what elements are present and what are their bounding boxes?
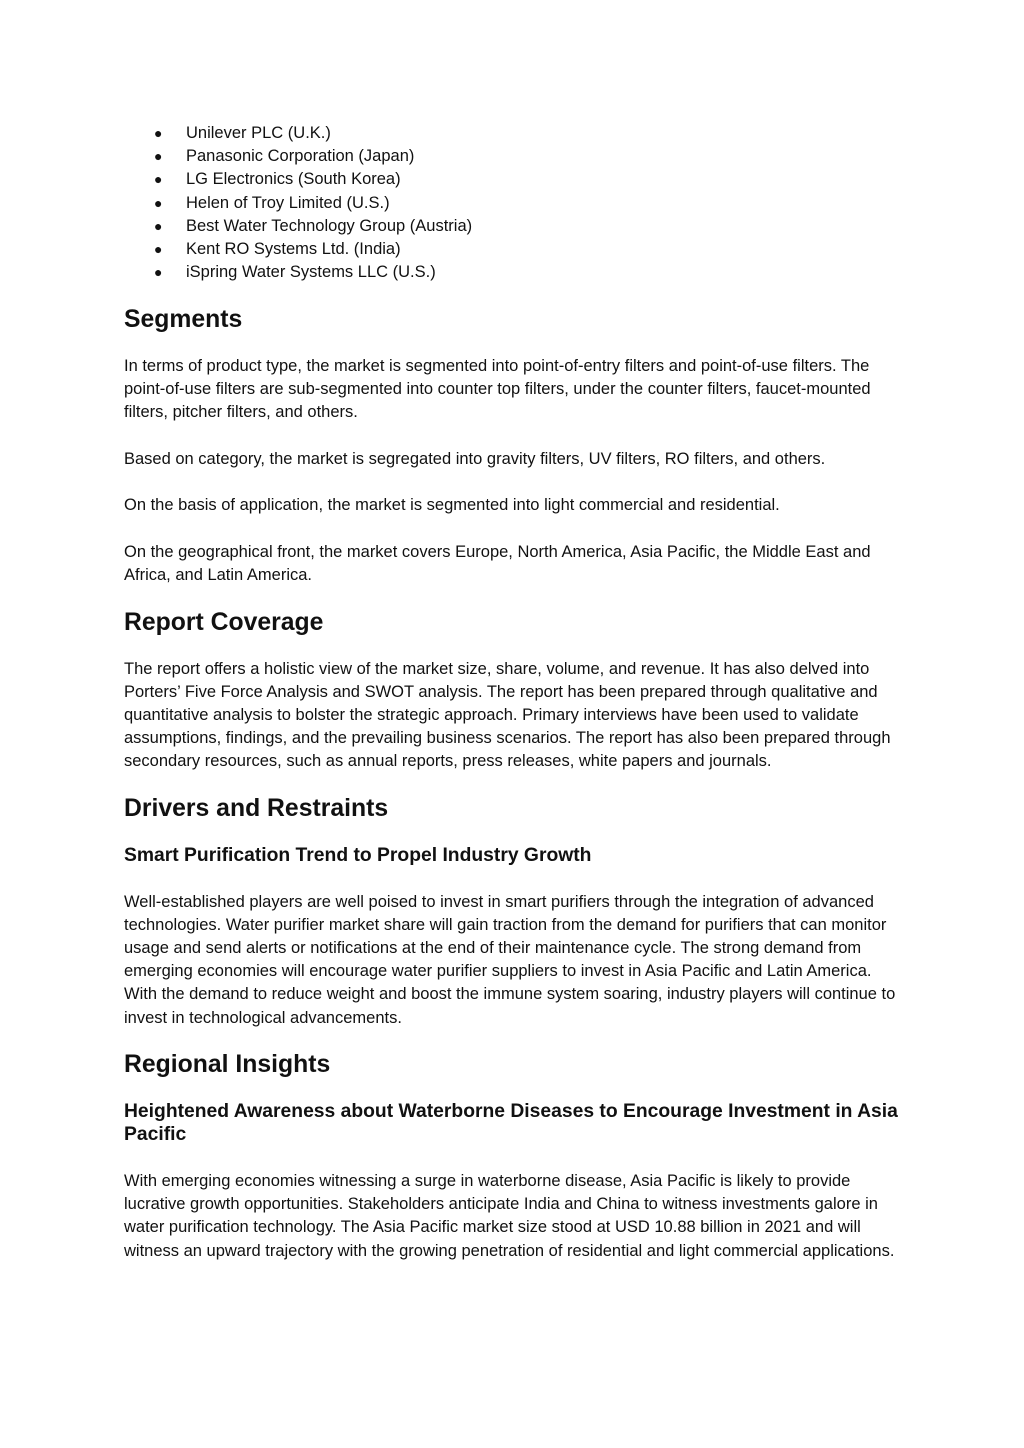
drivers-paragraph: Well-established players are well poised to invest in smart purifiers through the integration of advanced technologies. Water purifier market share will gain traction from the demand for purifiers that can monitor usage and send alerts or notifications at the end of their maintenance cycle. The strong demand from emerging economies will encourage water purifier suppliers to invest in Asia Pacific and Latin America. With the demand to reduce weight and boost the immune system soaring, industry players will continue to invest in technological advancements.: [124, 892, 896, 1027]
drivers-heading: Drivers and Restraints: [124, 795, 389, 823]
segments-heading: Segments: [124, 305, 243, 333]
regional-subheading: Heightened Awareness about Waterborne Diseases to Encourage Investment in Asia Pacific: [124, 1100, 898, 1146]
list-item: [124, 215, 904, 238]
company-name: Panasonic Corporation (Japan): [186, 147, 415, 166]
company-name: LG Electronics (South Korea): [186, 170, 401, 189]
company-name: Kent RO Systems Ltd. (India): [186, 239, 401, 258]
bullet-icon: ●: [154, 240, 163, 257]
segments-paragraph-application: On the basis of application, the market is segmented into light commercial and residential.: [124, 496, 780, 515]
bullet-icon: ●: [154, 125, 163, 141]
company-name: Unilever PLC (U.K.): [186, 124, 331, 142]
list-item: [124, 192, 904, 215]
report-coverage-heading: Report Coverage: [124, 608, 324, 636]
company-name: Best Water Technology Group (Austria): [186, 216, 473, 235]
list-item: [124, 122, 904, 145]
company-list: [124, 122, 904, 284]
report-coverage-paragraph: The report offers a holistic view of the market size, share, volume, and revenue. It has also delved into Porters’ Five Force Analysis and SWOT analysis. The report has been prepared through qualitative and quantitative analysis to bolster the strategic approach. Primary interviews have been used to validate assumptions, findings, and the prevailing business scenarios. The report has also been prepared through secondary resources, such as annual reports, press releases, white papers and journals.: [124, 659, 891, 771]
drivers-subheading: Smart Purification Trend to Propel Industry Growth: [124, 844, 592, 866]
company-name: iSpring Water Systems LLC (U.S.): [186, 263, 436, 282]
list-item: [124, 168, 904, 191]
list-item: [124, 238, 904, 261]
regional-paragraph: With emerging economies witnessing a surge in waterborne disease, Asia Pacific is likely to provide lucrative growth opportunities. Stakeholders anticipate India and China to witness investments galore in water purification technology. The Asia Pacific market size stood at USD 10.88 billion in 2021 and will witness an upward trajectory with the growing penetration of residential and light commercial applications.: [124, 1171, 895, 1260]
segments-paragraph-category: Based on category, the market is segregated into gravity filters, UV filters, RO filters, and others.: [124, 449, 826, 468]
segments-paragraph-geography: On the geographical front, the market covers Europe, North America, Asia Pacific, the Middle East and Africa, and Latin America.: [124, 543, 871, 585]
bullet-icon: ●: [154, 148, 163, 165]
bullet-icon: ●: [154, 217, 163, 234]
list-item: [124, 261, 904, 284]
bullet-icon: ●: [154, 194, 163, 211]
regional-heading: Regional Insights: [124, 1051, 331, 1079]
list-item: [124, 145, 904, 168]
document-page: [124, 122, 904, 1263]
segments-paragraph-product-type: In terms of product type, the market is segmented into point-of-entry filters and point-of-use filters. The point-of-use filters are sub-segmented into counter top filters, under the counter filters, faucet-mounted filters, pitcher filters, and others.: [124, 356, 871, 421]
company-name: Helen of Troy Limited (U.S.): [186, 193, 390, 212]
bullet-icon: ●: [154, 171, 163, 188]
bullet-icon: ●: [154, 264, 163, 281]
